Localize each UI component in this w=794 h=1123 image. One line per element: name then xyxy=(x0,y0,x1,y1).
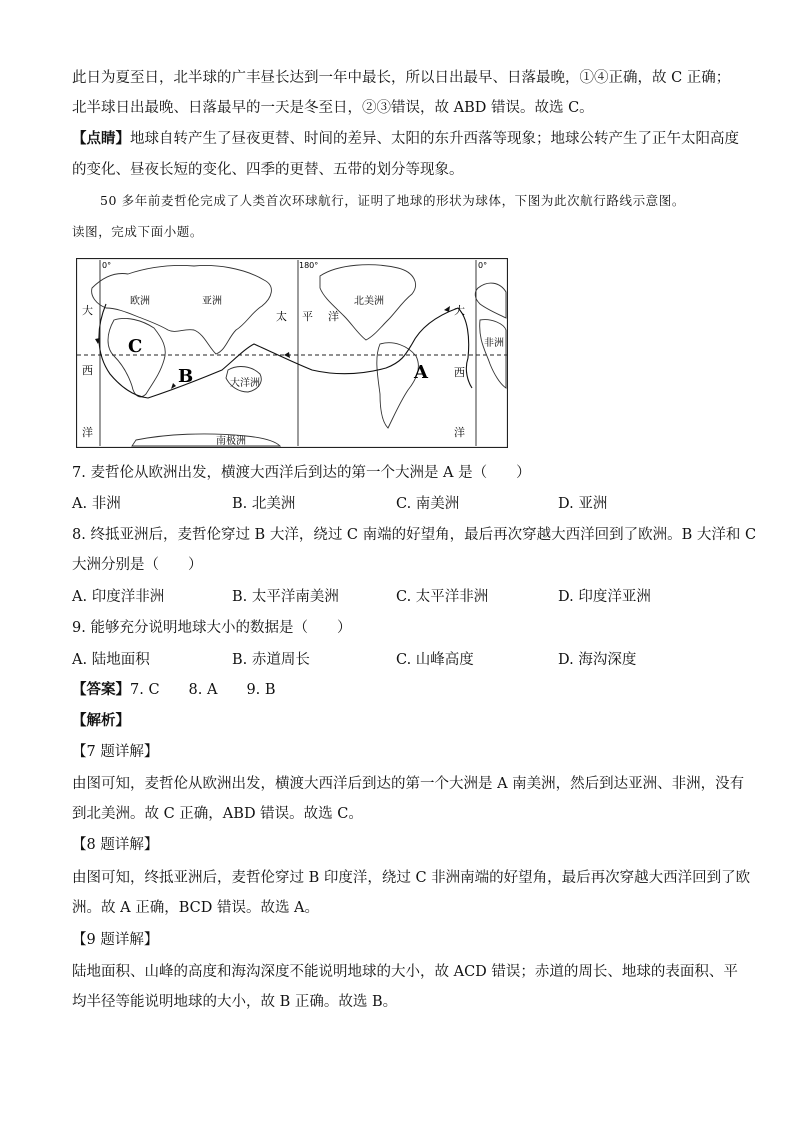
d7-title: 【7 题详解】 xyxy=(72,744,159,760)
label-africa-right: 非洲 xyxy=(484,338,504,349)
d7-line1: 由图可知，麦哲伦从欧洲出发，横渡大西洋后到达的第一个大洲是 A 南美洲，然后到达亚洲、非洲，没有 xyxy=(72,776,745,792)
label-europe: 欧洲 xyxy=(130,296,150,307)
d8-title: 【8 题详解】 xyxy=(72,837,159,853)
label-atlantic-left-2: 西 xyxy=(82,364,93,377)
dianjing-tag: 【点睛】 xyxy=(72,130,130,147)
dianjing-text1: 地球自转产生了昼夜更替、时间的差异、太阳的东升西落等现象；地球公转产生了正午太阳高度 xyxy=(130,131,739,147)
label-oceania: 大洋洲 xyxy=(230,378,260,389)
q9-option-d: D. 海沟深度 xyxy=(558,652,637,668)
d9-title: 【9 题详解】 xyxy=(72,932,159,948)
q7-option-d: D. 亚洲 xyxy=(558,496,608,512)
label-atlantic-right-3: 洋 xyxy=(454,426,465,439)
q8-stem-line2: 大洲分别是（ ） xyxy=(72,557,203,573)
q9-stem: 9. 能够充分说明地球大小的数据是（ ） xyxy=(72,620,352,636)
label-atlantic-right-2: 西 xyxy=(454,366,465,379)
label-antarctica: 南极洲 xyxy=(216,436,246,447)
d8-line2: 洲。故 A 正确，BCD 错误。故选 A。 xyxy=(72,900,320,916)
para1-line1: 此日为夏至日，北半球的广丰昼长达到一年中最长，所以日出最早、日落最晚，①④正确，故 C 正确； xyxy=(72,70,731,86)
q8-stem-line1: 8. 终抵亚洲后，麦哲伦穿过 B 大洋，绕过 C 南端的好望角，最后再次穿越大西洋回到了欧洲。B 大洋和 C xyxy=(72,527,757,543)
q8-option-c: C. 太平洋非洲 xyxy=(396,589,489,605)
label-atlantic-left-1: 大 xyxy=(82,304,93,317)
lon-label-180: 180° xyxy=(299,261,319,270)
q7-option-a: A. 非洲 xyxy=(72,496,121,512)
label-atlantic-right-1: 大 xyxy=(454,304,465,317)
d7-line2: 到北美洲。故 C 正确，ABD 错误。故选 C。 xyxy=(72,806,363,822)
lon-label-0-right: 0° xyxy=(478,261,488,270)
label-atlantic-left-3: 洋 xyxy=(82,426,93,439)
q7-stem: 7. 麦哲伦从欧洲出发，横渡大西洋后到达的第一个大洲是 A 是（ ） xyxy=(72,465,531,481)
d9-line2: 均半径等能说明地球的大小，故 B 正确。故选 B。 xyxy=(72,994,398,1010)
answer-line xyxy=(72,680,734,700)
dianjing-line1 xyxy=(72,129,739,149)
dianjing-line2: 的变化、昼夜长短的变化、四季的更替、五带的划分等现象。 xyxy=(72,162,464,178)
q9-option-c: C. 山峰高度 xyxy=(396,652,474,668)
q7-option-c: C. 南美洲 xyxy=(396,496,460,512)
d8-line1: 由图可知，终抵亚洲后，麦哲伦穿过 B 印度洋，绕过 C 非洲南端的好望角，最后再次穿越大西洋回到了欧 xyxy=(72,870,751,886)
magellan-route-map xyxy=(76,258,508,448)
answer-tag: 【答案】 xyxy=(72,681,130,698)
para1-line2: 北半球日出最晚、日落最早的一天是冬至日，②③错误，故 ABD 错误。故选 C。 xyxy=(72,100,594,116)
answer-text: 7. C 8. A 9. B xyxy=(130,682,276,698)
lon-label-0-left: 0° xyxy=(102,261,112,270)
q8-option-d: D. 印度洋亚洲 xyxy=(558,589,651,605)
label-north-america: 北美洲 xyxy=(354,296,384,307)
intro-line2: 读图，完成下面小题。 xyxy=(72,224,204,239)
q9-option-b: B. 赤道周长 xyxy=(232,652,310,668)
label-pacific-3: 洋 xyxy=(328,310,339,323)
q8-option-b: B. 太平洋南美洲 xyxy=(232,589,339,605)
label-pacific-1: 太 xyxy=(276,310,287,323)
q8-option-a: A. 印度洋非洲 xyxy=(72,589,165,605)
intro-line1: 50 多年前麦哲伦完成了人类首次环球航行，证明了地球的形状为球体，下图为此次航行路线示意图。 xyxy=(100,193,685,208)
label-letter-b: B xyxy=(178,366,194,387)
d9-line1: 陆地面积、山峰的高度和海沟深度不能说明地球的大小，故 ACD 错误；赤道的周长、地球的表面积、平 xyxy=(72,964,738,980)
label-letter-c: C xyxy=(128,336,143,357)
label-letter-a: A xyxy=(414,362,428,383)
q7-option-b: B. 北美洲 xyxy=(232,496,296,512)
label-pacific-2: 平 xyxy=(302,310,313,323)
analysis-tag: 【解析】 xyxy=(72,712,130,729)
q9-option-a: A. 陆地面积 xyxy=(72,652,150,668)
label-asia: 亚洲 xyxy=(202,296,222,307)
